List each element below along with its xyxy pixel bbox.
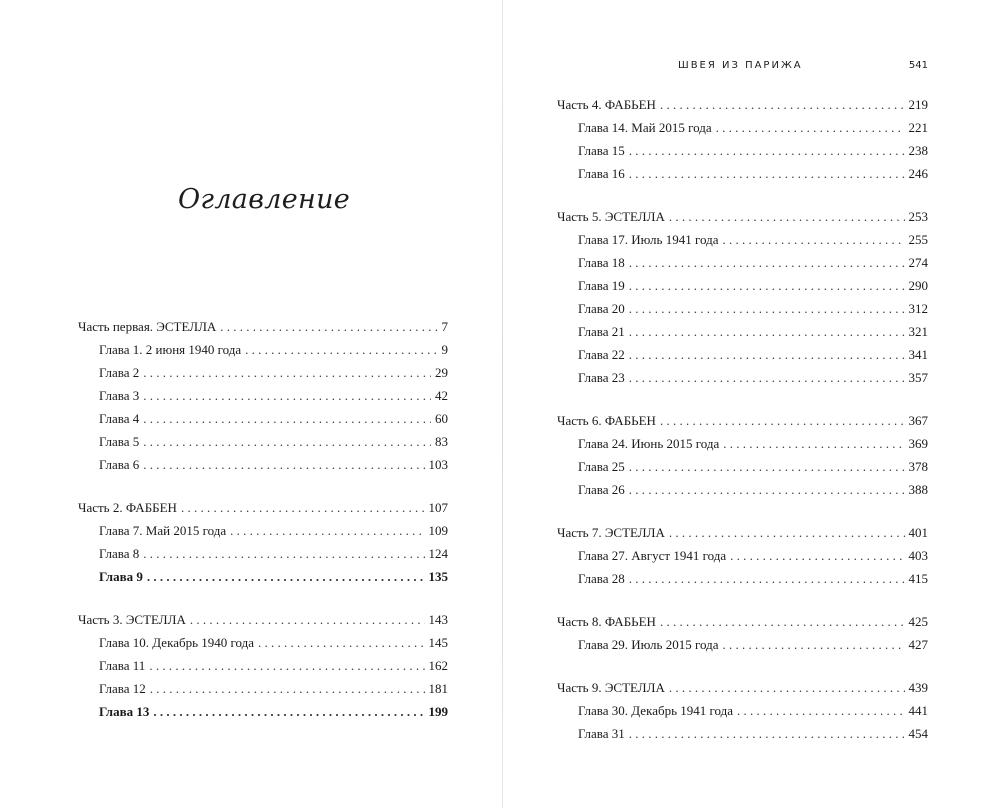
toc-entry-page: 124 (428, 546, 448, 561)
toc-chapter-entry[interactable] (78, 631, 448, 654)
toc-entry-page: 388 (908, 482, 928, 497)
toc-chapter-entry[interactable] (557, 455, 928, 478)
toc-part-entry[interactable] (78, 315, 448, 338)
toc-entry-page: 238 (908, 143, 928, 158)
dot-leader (723, 228, 905, 251)
toc-entry-label: Глава 27. Август 1941 года (578, 548, 727, 563)
dot-leader (629, 722, 905, 745)
dot-leader (149, 654, 424, 677)
toc-chapter-entry[interactable] (78, 338, 448, 361)
toc-chapter-entry[interactable] (557, 343, 928, 366)
dot-leader (147, 565, 425, 588)
dot-leader (730, 544, 904, 567)
toc-chapter-entry[interactable] (78, 565, 448, 588)
toc-entry-label: Часть 8. ФАБЬЕН (557, 614, 656, 629)
toc-part-entry[interactable] (557, 610, 928, 633)
toc-part-entry[interactable] (557, 521, 928, 544)
toc-entry-label: Часть первая. ЭСТЕЛЛА (78, 319, 217, 334)
dot-leader (737, 699, 904, 722)
toc-chapter-entry[interactable] (78, 654, 448, 677)
dot-leader (143, 361, 431, 384)
dot-leader (669, 676, 905, 699)
toc-entry-page: 103 (428, 457, 448, 472)
toc-entry-page: 454 (908, 726, 928, 741)
toc-entry-label: Глава 22 (578, 347, 625, 362)
toc-entry-page: 162 (428, 658, 448, 673)
dot-leader (230, 519, 424, 542)
toc-entry-page: 441 (908, 703, 928, 718)
dot-leader (629, 162, 905, 185)
toc-entry-label: Глава 9 (99, 569, 143, 584)
toc-chapter-entry[interactable] (557, 320, 928, 343)
dot-leader (660, 610, 905, 633)
dot-leader (143, 384, 431, 407)
dot-leader (190, 608, 425, 631)
toc-entry-page: 253 (908, 209, 928, 224)
toc-chapter-entry[interactable] (557, 366, 928, 389)
running-head: ШВЕЯ ИЗ ПАРИЖА (678, 60, 803, 71)
dot-leader (629, 478, 905, 501)
toc-entry-label: Глава 5 (99, 434, 140, 449)
toc-entry-label: Часть 9. ЭСТЕЛЛА (557, 680, 665, 695)
toc-part-entry[interactable] (557, 93, 928, 116)
toc-part-entry[interactable] (78, 608, 448, 631)
dot-leader (150, 677, 425, 700)
toc-part-entry[interactable] (557, 676, 928, 699)
toc-entry-page: 439 (908, 680, 928, 695)
toc-entry-page: 367 (908, 413, 928, 428)
toc-chapter-entry[interactable] (78, 453, 448, 476)
toc-entry-label: Часть 5. ЭСТЕЛЛА (557, 209, 665, 224)
toc-entry-label: Глава 11 (99, 658, 146, 673)
toc-entry-label: Часть 2. ФАББЕН (78, 500, 177, 515)
dot-leader (669, 521, 905, 544)
dot-leader (245, 338, 437, 361)
dot-leader (220, 315, 437, 338)
toc-chapter-entry[interactable] (557, 633, 928, 656)
toc-entry-page: 42 (435, 388, 448, 403)
toc-entry-page: 290 (908, 278, 928, 293)
toc-entry-page: 60 (435, 411, 448, 426)
toc-chapter-entry[interactable] (557, 432, 928, 455)
dot-leader (629, 455, 905, 478)
group-spacer (557, 656, 928, 676)
toc-title: Оглавление (177, 184, 351, 215)
dot-leader (629, 567, 905, 590)
toc-entry-page: 143 (428, 612, 448, 627)
group-spacer (557, 501, 928, 521)
dot-leader (660, 409, 905, 432)
toc-chapter-entry[interactable] (78, 677, 448, 700)
toc-chapter-entry[interactable] (78, 384, 448, 407)
toc-entry-page: 401 (908, 525, 928, 540)
dot-leader (723, 633, 905, 656)
toc-chapter-entry[interactable] (78, 407, 448, 430)
toc-entry-page: 107 (428, 500, 448, 515)
toc-entry-page: 29 (435, 365, 448, 380)
toc-entry-page: 427 (908, 637, 928, 652)
toc-entry-page: 181 (428, 681, 448, 696)
dot-leader (258, 631, 424, 654)
dot-leader (143, 407, 431, 430)
toc-entry-page: 246 (908, 166, 928, 181)
toc-entry-page: 415 (908, 571, 928, 586)
dot-leader (143, 453, 424, 476)
toc-entry-label: Глава 12 (99, 681, 146, 696)
toc-chapter-entry[interactable] (557, 116, 928, 139)
toc-entry-label: Глава 31 (578, 726, 625, 741)
toc-chapter-entry[interactable] (557, 567, 928, 590)
toc-entry-label: Глава 17. Июль 1941 года (578, 232, 719, 247)
toc-entry-label: Глава 23 (578, 370, 625, 385)
dot-leader (181, 496, 425, 519)
toc-entry-page: 369 (908, 436, 928, 451)
toc-chapter-entry[interactable] (557, 139, 928, 162)
toc-entry-label: Часть 6. ФАБЬЕН (557, 413, 656, 428)
toc-chapter-entry[interactable] (78, 430, 448, 453)
toc-entry-label: Глава 25 (578, 459, 625, 474)
dot-leader (629, 251, 905, 274)
toc-entry-label: Глава 6 (99, 457, 140, 472)
group-spacer (557, 185, 928, 205)
toc-column-left (78, 315, 448, 723)
toc-entry-page: 219 (908, 97, 928, 112)
toc-part-entry[interactable] (557, 409, 928, 432)
toc-entry-label: Глава 15 (578, 143, 625, 158)
dot-leader (629, 297, 905, 320)
toc-chapter-entry[interactable] (557, 297, 928, 320)
toc-entry-label: Глава 16 (578, 166, 625, 181)
dot-leader (716, 116, 905, 139)
toc-entry-label: Глава 19 (578, 278, 625, 293)
toc-entry-label: Глава 21 (578, 324, 625, 339)
toc-entry-label: Глава 1. 2 июня 1940 года (99, 342, 242, 357)
toc-chapter-entry[interactable] (557, 274, 928, 297)
toc-entry-label: Глава 3 (99, 388, 140, 403)
toc-chapter-entry[interactable] (78, 519, 448, 542)
toc-chapter-entry[interactable] (557, 722, 928, 745)
toc-chapter-entry[interactable] (557, 162, 928, 185)
toc-chapter-entry[interactable] (78, 361, 448, 384)
group-spacer (557, 590, 928, 610)
toc-entry-label: Глава 2 (99, 365, 140, 380)
toc-entry-label: Глава 29. Июль 2015 года (578, 637, 719, 652)
toc-entry-page: 221 (908, 120, 928, 135)
dot-leader (629, 366, 905, 389)
toc-chapter-entry[interactable] (557, 228, 928, 251)
toc-entry-page: 7 (441, 319, 448, 334)
toc-entry-label: Глава 14. Май 2015 года (578, 120, 712, 135)
toc-entry-label: Глава 30. Декабрь 1941 года (578, 703, 734, 718)
group-spacer (78, 588, 448, 608)
toc-entry-page: 274 (908, 255, 928, 270)
toc-chapter-entry[interactable] (557, 478, 928, 501)
dot-leader (629, 343, 905, 366)
toc-entry-label: Часть 4. ФАБЬЕН (557, 97, 656, 112)
toc-entry-label: Глава 28 (578, 571, 625, 586)
dot-leader (723, 432, 904, 455)
toc-part-entry[interactable] (557, 205, 928, 228)
toc-entry-page: 9 (441, 342, 448, 357)
toc-chapter-entry[interactable] (557, 251, 928, 274)
dot-leader (143, 542, 424, 565)
toc-entry-page: 312 (908, 301, 928, 316)
toc-chapter-entry[interactable] (557, 544, 928, 567)
toc-entry-label: Глава 26 (578, 482, 625, 497)
toc-entry-page: 403 (908, 548, 928, 563)
toc-entry-label: Глава 13 (99, 704, 150, 719)
group-spacer (78, 476, 448, 496)
toc-entry-label: Глава 7. Май 2015 года (99, 523, 227, 538)
toc-entry-page: 255 (908, 232, 928, 247)
toc-entry-page: 135 (428, 569, 448, 584)
dot-leader (143, 430, 431, 453)
toc-entry-page: 321 (908, 324, 928, 339)
dot-leader (629, 320, 905, 343)
toc-part-entry[interactable] (78, 496, 448, 519)
toc-chapter-entry[interactable] (78, 542, 448, 565)
dot-leader (629, 139, 905, 162)
toc-entry-page: 357 (908, 370, 928, 385)
toc-entry-page: 145 (428, 635, 448, 650)
toc-entry-page: 425 (908, 614, 928, 629)
toc-entry-label: Глава 4 (99, 411, 140, 426)
dot-leader (669, 205, 905, 228)
toc-entry-label: Часть 3. ЭСТЕЛЛА (78, 612, 186, 627)
toc-entry-page: 341 (908, 347, 928, 362)
toc-entry-page: 109 (428, 523, 448, 538)
toc-entry-page: 378 (908, 459, 928, 474)
toc-entry-label: Глава 10. Декабрь 1940 года (99, 635, 255, 650)
dot-leader (629, 274, 905, 297)
toc-entry-label: Часть 7. ЭСТЕЛЛА (557, 525, 665, 540)
toc-entry-page: 83 (435, 434, 448, 449)
toc-entry-label: Глава 24. Июнь 2015 года (578, 436, 720, 451)
dot-leader (660, 93, 905, 116)
toc-entry-label: Глава 18 (578, 255, 625, 270)
toc-column-right (557, 93, 928, 745)
toc-chapter-entry[interactable] (557, 699, 928, 722)
toc-entry-page: 199 (428, 704, 448, 719)
dot-leader (153, 700, 424, 723)
toc-entry-label: Глава 20 (578, 301, 625, 316)
group-spacer (557, 389, 928, 409)
toc-chapter-entry[interactable] (78, 700, 448, 723)
toc-entry-label: Глава 8 (99, 546, 140, 561)
page-number: 541 (908, 60, 928, 71)
